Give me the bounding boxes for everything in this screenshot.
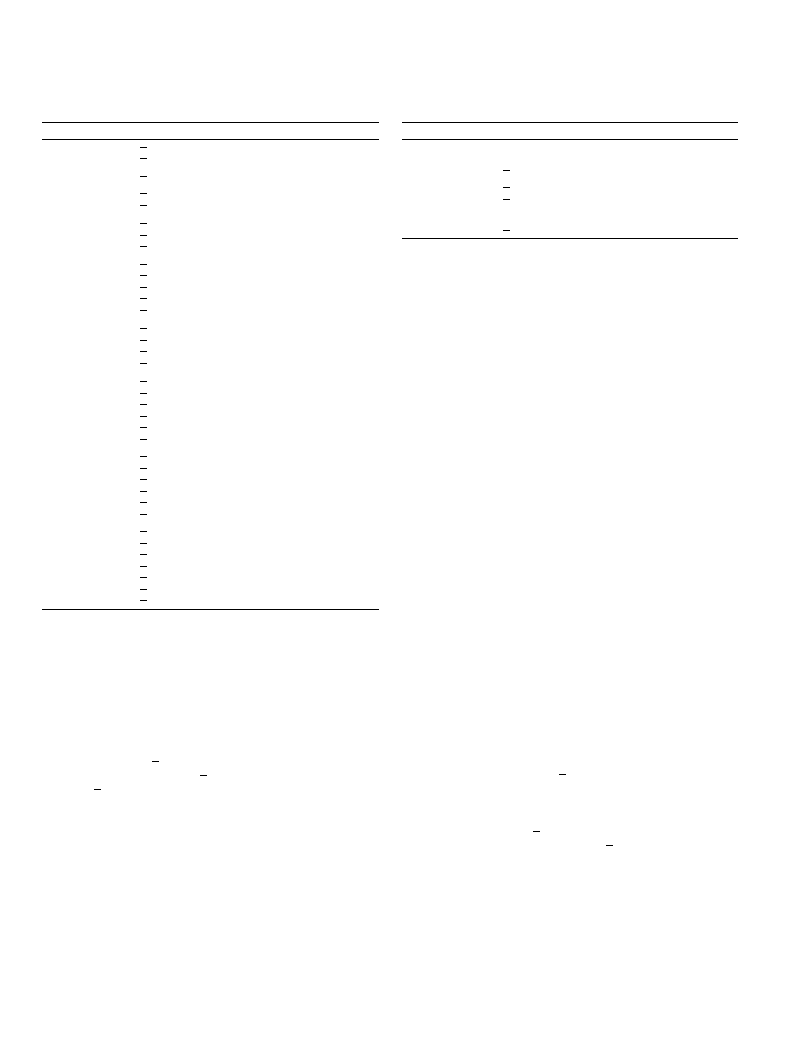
right-table-header-rule [402,139,738,140]
left-table-top-rule [42,122,379,123]
overline-mark [140,531,147,532]
overline-mark [140,246,147,247]
overline-mark [140,543,147,544]
overline-mark [606,845,613,846]
overline-mark [140,514,147,515]
overline-mark [140,147,147,148]
overline-mark [140,298,147,299]
overline-mark [140,577,147,578]
overline-mark [94,789,101,790]
overline-mark [200,775,207,776]
overline-mark [140,600,147,601]
overline-mark [140,479,147,480]
overline-mark [559,774,566,775]
overline-mark [140,363,147,364]
overline-mark [140,502,147,503]
overline-mark [140,176,147,177]
right-table-top-rule [402,122,738,123]
overline-mark [140,235,147,236]
overline-mark [140,310,147,311]
left-table-bottom-rule [42,609,379,610]
overline-mark [503,230,510,231]
overline-mark [140,589,147,590]
overline-mark [140,223,147,224]
overline-mark [140,491,147,492]
left-table-header-rule [42,139,379,140]
overline-mark [140,416,147,417]
overline-mark [503,199,510,200]
overline-mark [140,264,147,265]
overline-mark [503,187,510,188]
right-table-bottom-rule [402,238,738,239]
overline-mark [533,831,540,832]
overline-mark [140,381,147,382]
overline-mark [140,275,147,276]
overline-mark [140,205,147,206]
overline-mark [140,158,147,159]
overline-mark [140,554,147,555]
overline-mark [140,193,147,194]
overline-mark [140,393,147,394]
overline-mark [503,170,510,171]
overline-mark [140,439,147,440]
overline-mark [152,761,159,762]
overline-mark [140,468,147,469]
overline-mark [140,340,147,341]
overline-mark [140,566,147,567]
overline-mark [140,404,147,405]
overline-mark [140,427,147,428]
overline-mark [140,287,147,288]
overline-mark [140,456,147,457]
overline-mark [140,351,147,352]
overline-mark [140,328,147,329]
